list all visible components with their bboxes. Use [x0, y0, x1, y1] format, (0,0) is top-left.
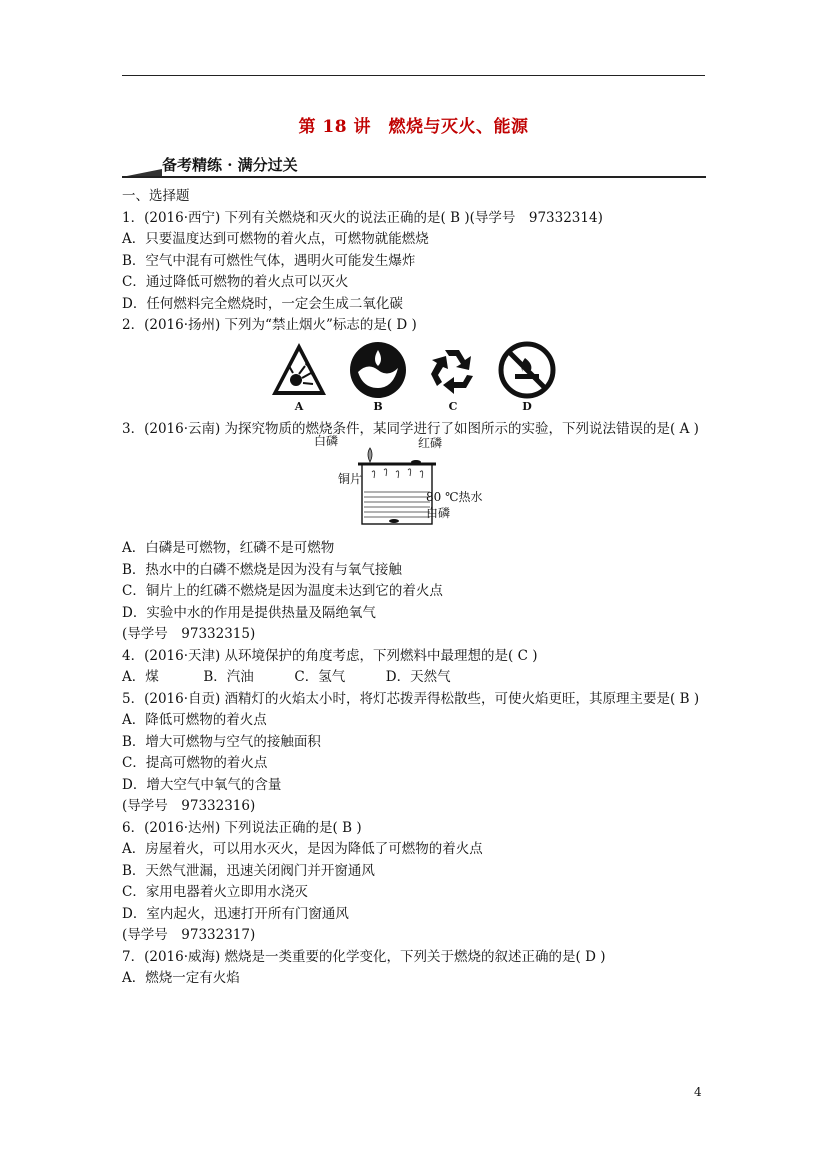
water-saving-sign [347, 340, 409, 418]
question-4-stem: 4．(2016·天津) 从环境保护的角度考虑，下列燃料中最理想的是( C ) [122, 647, 538, 664]
question-1-stem: 1．(2016·西宁) 下列有关燃烧和灭火的说法正确的是( B )(导学号 97332314) [122, 209, 603, 226]
sign-label-a: A [294, 399, 304, 413]
sign-label-b: B [373, 399, 383, 413]
sign-label-d: D [522, 399, 532, 413]
no-fire-sign [496, 340, 558, 418]
question-2-stem: 2．(2016·扬州) 下列为“禁止烟火”标志的是( D ) [122, 317, 417, 333]
question-3-stem: 3．(2016·云南) 为探究物质的燃烧条件，某同学进行了如图所示的实验，下列说法错误的是( A ) [122, 420, 699, 437]
question-3-option-b: B．热水中的白磷不燃烧是因为没有与氧气接触 [122, 561, 402, 578]
question-3-option-a: A．白磷是可燃物，红磷不是可燃物 [122, 540, 335, 556]
question-7-stem: 7．(2016·威海) 燃烧是一类重要的化学变化，下列关于燃烧的叙述正确的是( D ) [122, 948, 606, 965]
sign-label-c: C [448, 399, 458, 413]
question-3-option-c: C．铜片上的红磷不燃烧是因为温度未达到它的着火点 [122, 583, 443, 599]
explosion-warning-icon [269, 340, 329, 400]
section-label: 备考精练 · 满分过关 [162, 156, 298, 174]
question-6-option-a: A．房屋着火，可以用水灭火，是因为降低了可燃物的着火点 [122, 841, 483, 857]
question-5-option-c: C．提高可燃物的着火点 [122, 755, 268, 771]
section-type: 一、选择题 [122, 188, 190, 204]
page-title: 第 18 讲 燃烧与灭火、能源 [298, 117, 529, 137]
page-number: 4 [694, 1085, 702, 1099]
water-drop-icon [348, 340, 408, 400]
question-4-option-a: A．煤 [122, 669, 159, 685]
question-4-option-b: B．汽油 [203, 669, 254, 685]
label-copper-sheet: 铜片 [338, 472, 363, 486]
question-1-option-d: D．任何燃料完全燃烧时，一定会生成二氧化碳 [122, 295, 403, 312]
question-4-option-d: D．天然气 [385, 669, 451, 685]
question-2-figure [122, 337, 706, 419]
question-5-ref: (导学号 97332316) [122, 798, 256, 814]
question-7-option-a: A．燃烧一定有火焰 [122, 970, 240, 986]
question-5-option-a: A．降低可燃物的着火点 [122, 712, 267, 728]
question-1-option-c: C．通过降低可燃物的着火点可以灭火 [122, 274, 349, 290]
question-4-option-c: C．氢气 [294, 669, 346, 685]
label-hot-water: 80 ℃热水 [426, 490, 483, 504]
question-3-ref: (导学号 97332315) [122, 626, 256, 642]
no-fire-icon [497, 340, 557, 400]
question-6-option-c: C．家用电器着火立即用水浇灭 [122, 884, 308, 900]
header-rule [122, 75, 705, 76]
question-1-option-a: A．只要温度达到可燃物的着火点，可燃物就能燃烧 [122, 231, 429, 247]
question-5-stem: 5．(2016·自贡) 酒精灯的火焰太小时，将灯芯拨弄得松散些，可使火焰更旺，其原理主要是( B ) [122, 690, 700, 707]
question-list [122, 186, 706, 990]
section-header [122, 152, 706, 178]
explosive-sign [268, 340, 330, 418]
question-5-option-b: B．增大可燃物与空气的接触面积 [122, 733, 321, 750]
label-white-phosphorus-bottom: 白磷 [426, 506, 451, 520]
question-4-options [122, 667, 706, 689]
question-6-option-b: B．天然气泄漏，迅速关闭阀门并开窗通风 [122, 862, 375, 879]
question-5-option-d: D．增大空气中氧气的含量 [122, 776, 282, 793]
label-white-phosphorus-top: 白磷 [314, 434, 339, 448]
question-3-figure [122, 434, 706, 538]
recycle-icon [423, 340, 483, 400]
question-6-ref: (导学号 97332317) [122, 927, 256, 943]
question-1-option-b: B．空气中混有可燃性气体，遇明火可能发生爆炸 [122, 252, 416, 269]
recycle-sign [422, 340, 484, 418]
question-6-stem: 6．(2016·达州) 下列说法正确的是( B ) [122, 819, 362, 836]
question-3-option-d: D．实验中水的作用是提供热量及隔绝氧气 [122, 604, 376, 621]
question-6-option-d: D．室内起火，迅速打开所有门窗通风 [122, 905, 349, 922]
label-red-phosphorus: 红磷 [418, 436, 443, 450]
section-rule [122, 176, 706, 178]
